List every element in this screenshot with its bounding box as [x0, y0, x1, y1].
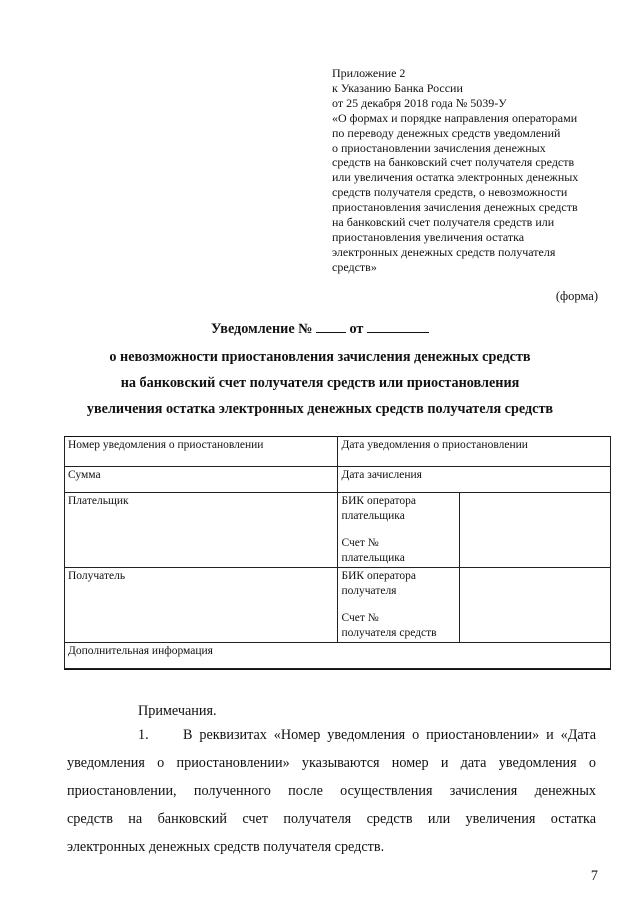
document-title — [0, 321, 640, 338]
notification-form-table — [64, 436, 611, 669]
appendix-line: средств получателя средств, о невозможности — [332, 185, 568, 200]
appendix-line: средств на банковский счет получателя средств — [332, 155, 575, 170]
note-line-5: электронных денежных средств получателя средств. — [67, 839, 385, 855]
title-line-2: о невозможности приостановления зачисления денежных средств — [109, 349, 531, 365]
page-number: 7 — [590, 868, 598, 884]
cell-recipient: Получатель — [65, 568, 338, 643]
cell-notification-date: Дата уведомления о приостановлении — [338, 437, 611, 467]
note-line-3: приостановлении, полученного после осуществления зачисления денежных — [67, 783, 596, 799]
payer-bik-label: БИК оператора — [341, 495, 416, 507]
appendix-line: от 25 декабря 2018 года № 5039-У — [332, 95, 507, 110]
note-line-1: В реквизитах «Номер уведомления о приостановлении» и «Дата — [183, 727, 596, 743]
table-bottom-rule — [64, 669, 611, 670]
appendix-line: на банковский счет получателя средств или — [332, 215, 555, 230]
appendix-reference — [332, 66, 612, 275]
form-label: (форма) — [555, 289, 598, 303]
appendix-line: электронных денежных средств получателя — [332, 244, 556, 259]
cell-recipient-details — [338, 568, 460, 643]
appendix-line: «О формах и порядке направления операторами — [332, 110, 578, 125]
cell-amount: Сумма — [65, 467, 338, 493]
recipient-bik-label: БИК оператора — [341, 570, 416, 582]
note-item-number: 1. — [138, 727, 149, 743]
number-blank — [316, 330, 346, 333]
payer-account-label-2: плательщика — [341, 552, 405, 564]
payer-bik-label-2: плательщика — [341, 510, 405, 522]
recipient-bik-label-2: получателя — [341, 585, 397, 597]
appendix-line: приостановления увеличения остатка — [332, 229, 525, 244]
title-middle: от — [349, 321, 364, 337]
recipient-account-label-2: получателя средств — [341, 627, 437, 639]
title-line-4: увеличения остатка электронных денежных средств получателя средств — [86, 401, 554, 417]
notes-heading: Примечания. — [138, 703, 217, 719]
appendix-line: о приостановлении зачисления денежных — [332, 140, 546, 155]
cell-additional-info: Дополнительная информация — [65, 643, 611, 669]
appendix-line: средств» — [332, 259, 377, 274]
cell-credit-date: Дата зачисления — [338, 467, 611, 493]
cell-notification-number: Номер уведомления о приостановлении — [65, 437, 338, 467]
date-blank — [367, 330, 429, 333]
payer-account-label: Счет № — [341, 537, 379, 549]
appendix-line: по переводу денежных средств уведомлений — [332, 125, 561, 140]
appendix-line: приостановления зачисления денежных средств — [332, 200, 578, 215]
title-prefix: Уведомление № — [211, 321, 313, 337]
note-line-4: средств на банковский счет получателя средств или увеличения остатка — [67, 811, 596, 827]
cell-payer-details — [338, 493, 460, 568]
recipient-account-label: Счет № — [341, 612, 379, 624]
cell-recipient-values — [460, 568, 611, 643]
title-line-3: на банковский счет получателя средств или приостановления — [120, 375, 520, 391]
cell-payer: Плательщик — [65, 493, 338, 568]
appendix-line: или увеличения остатка электронных денежных — [332, 170, 579, 185]
appendix-line: к Указанию Банка России — [332, 80, 463, 95]
note-line-2: уведомления о приостановлении» указываются номер и дата уведомления о — [67, 755, 596, 771]
appendix-line: Приложение 2 — [332, 66, 406, 80]
cell-payer-values — [460, 493, 611, 568]
